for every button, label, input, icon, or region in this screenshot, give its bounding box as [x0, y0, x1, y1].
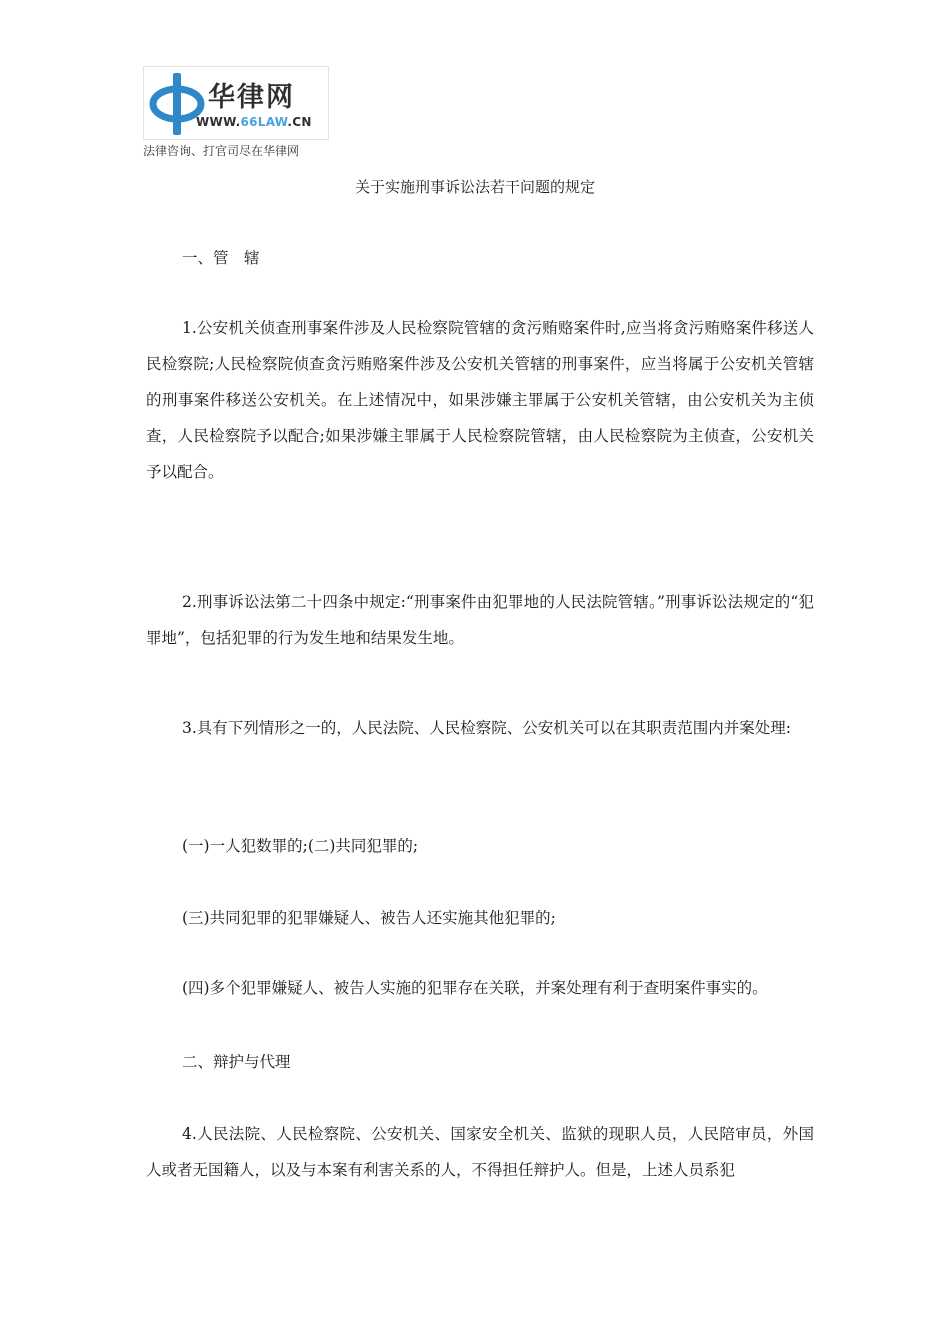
logo-slogan: 法律咨询、打官司尽在华律网	[143, 144, 300, 158]
paragraph-1: 1.公安机关侦查刑事案件涉及人民检察院管辖的贪污贿赂案件时,应当将贪污贿赂案件移送人民检察院;人民检察院侦查贪污贿赂案件涉及公安机关管辖的刑事案件，应当将属于公安机关管辖的刑事案件移送公安机关。在上述情况中，如果涉嫌主罪属于公安机关管辖，由公安机关为主侦查，人民检察院予以配合;如果涉嫌主罪属于人民检察院管辖，由人民检察院为主侦查，公安机关予以配合。	[146, 319, 814, 481]
paragraph-4: 4.人民法院、人民检察院、公安机关、国家安全机关、监狱的现职人员，人民陪审员，外国人或者无国籍人，以及与本案有利害关系的人，不得担任辩护人。但是，上述人员系犯	[146, 1125, 814, 1179]
list-item-4: (四)多个犯罪嫌疑人、被告人实施的犯罪存在关联，并案处理有利于查明案件事实的。	[182, 979, 768, 997]
paragraph-2: 2.刑事诉讼法第二十四条中规定:“刑事案件由犯罪地的人民法院管辖。”刑事诉讼法规定的“犯罪地”，包括犯罪的行为发生地和结果发生地。	[146, 593, 814, 647]
logo-box	[143, 66, 329, 140]
section-heading-jurisdiction: 一、管 辖	[182, 249, 260, 267]
paragraph-3: 3.具有下列情形之一的，人民法院、人民检察院、公安机关可以在其职责范围内并案处理:	[182, 719, 792, 737]
logo-url: WWW.66LAW.CN	[196, 115, 312, 129]
section-heading-defense: 二、辩护与代理	[182, 1053, 291, 1071]
logo-name: 华律网	[208, 82, 295, 113]
list-item-3: (三)共同犯罪的犯罪嫌疑人、被告人还实施其他犯罪的;	[182, 909, 556, 927]
document-title: 关于实施刑事诉讼法若干问题的规定	[354, 178, 595, 196]
list-item-1-2: (一)一人犯数罪的;(二)共同犯罪的;	[182, 837, 419, 855]
site-logo	[143, 66, 333, 160]
